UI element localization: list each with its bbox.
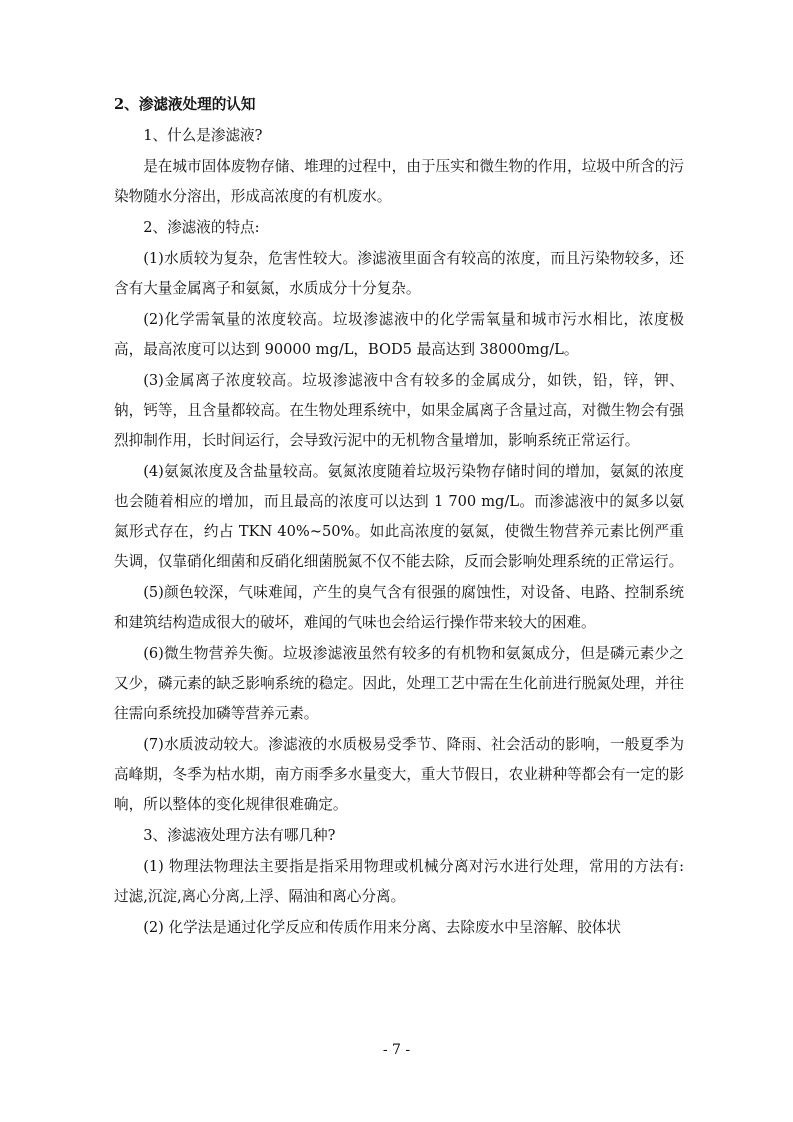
feature-3-paragraph: (3)金属离子浓度较高。垃圾渗滤液中含有较多的金属成分，如铁，铅，锌，钾、钠，钙等，且含量都较高。在生物处理系统中，如果金属离子含量过高，对微生物会有强烈抑制作用，长时间运行，会导致污泥中的无机物含量增加，影响系统正常运行。: [114, 372, 684, 449]
question-2: 2、渗滤液的特点:: [143, 219, 260, 236]
question-3: 3、渗滤液处理方法有哪几种?: [143, 827, 336, 844]
feature-6-paragraph: (6)微生物营养失衡。垃圾渗滤液虽然有较多的有机物和氨氮成分，但是磷元素少之又少，磷元素的缺乏影响系统的稳定。因此，处理工艺中需在生化前进行脱氮处理，并往往需向系统投加磷等营养元素。: [114, 645, 684, 722]
feature-5-paragraph: (5)颜色较深，气味难闻，产生的臭气含有很强的腐蚀性，对设备、电路、控制系统和建筑结构造成很大的破坏，难闻的气味也会给运行操作带来较大的困难。: [114, 584, 684, 631]
question-1: 1、什么是渗滤液?: [143, 127, 263, 144]
page-body: [114, 90, 684, 944]
feature-2-paragraph: (2)化学需氧量的浓度较高。垃圾渗滤液中的化学需氧量和城市污水相比，浓度极高，最高浓度可以达到 90000 mg/L，BOD5 最高达到 38000mg/L。: [114, 311, 684, 358]
feature-4-paragraph: (4)氨氮浓度及含盐量较高。氨氮浓度随着垃圾污染物存储时间的增加，氨氮的浓度也会随着相应的增加，而且最高的浓度可以达到 1 700 mg/L。而渗滤液中的氮多以氨氮形式存在，约占 TKN 40%~50%。如此高浓度的氨氮，使微生物营养元素比例严重失调，仅靠硝化细菌和反硝化细菌脱氮不仅不能去除，反而会影响处理系统的正常运行。: [114, 463, 684, 570]
feature-1-paragraph: (1)水质较为复杂，危害性较大。渗滤液里面含有较高的浓度，而且污染物较多，还含有大量金属离子和氨氮，水质成分十分复杂。: [114, 250, 684, 297]
feature-7-paragraph: (7)水质波动较大。渗滤液的水质极易受季节、降雨、社会活动的影响，一般夏季为高峰期，冬季为枯水期，南方雨季多水量变大，重大节假日，农业耕种等都会有一定的影响，所以整体的变化规律很难确定。: [114, 736, 684, 813]
method-2-paragraph: (2) 化学法是通过化学反应和传质作用来分离、去除废水中呈溶解、胶体状: [143, 919, 621, 936]
answer-1-paragraph: 是在城市固体废物存储、堆理的过程中，由于压实和微生物的作用，垃圾中所含的污染物随水分溶出，形成高浓度的有机废水。: [114, 158, 684, 205]
method-1-paragraph: (1) 物理法物理法主要指是指采用物理或机械分离对污水进行处理，常用的方法有: 过滤,沉淀,离心分离,上浮、隔油和离心分离。: [114, 858, 684, 905]
section-title: 2、渗滤液处理的认知: [114, 96, 256, 113]
page-number: - 7 -: [382, 1042, 411, 1058]
